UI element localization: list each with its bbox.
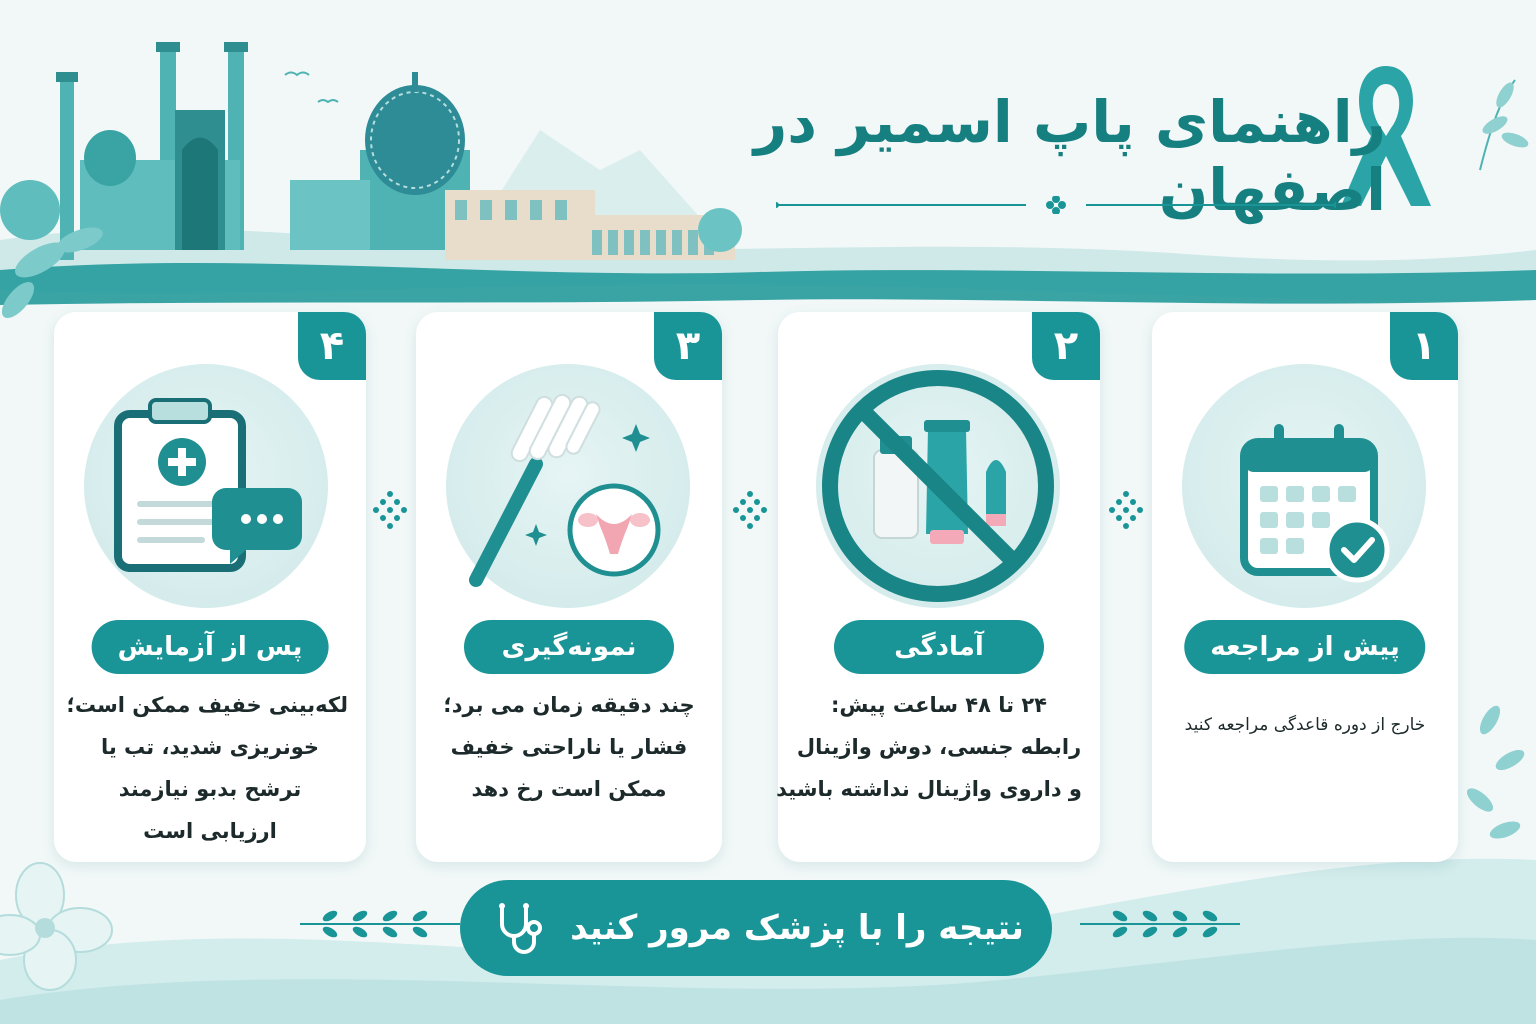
step-card-3	[416, 312, 722, 862]
step-title: پس از آزمایش	[92, 620, 329, 674]
step-description-line: ممکن است رخ دهد	[471, 777, 667, 801]
step-description-line: رابطه جنسی، دوش واژینال	[796, 735, 1082, 759]
step-description-line: خارج از دوره قاعدگی مراجعه کنید	[1184, 715, 1426, 735]
fern-decoration-icon	[1080, 904, 1240, 944]
step-number-badge: ۳	[654, 312, 722, 380]
step-card-4	[54, 312, 366, 862]
clipboard-chat-icon	[84, 364, 328, 608]
step-separator-icon	[732, 490, 768, 530]
step-description-line: لکه‌بینی خفیف ممکن است؛	[66, 693, 348, 717]
banner-text: نتیجه را با پزشک مرور کنید	[570, 908, 1024, 948]
step-description	[1170, 704, 1440, 746]
step-description	[66, 684, 348, 852]
step-description-line: ارزیابی است	[143, 819, 277, 843]
page-title: راهنمای پاپ اسمیر در اصفهان	[753, 88, 1386, 224]
step-separator-icon	[1108, 490, 1144, 530]
step-separator-icon	[372, 490, 408, 530]
step-description	[434, 684, 704, 810]
step-description-line: چند دقیقه زمان می برد؛	[443, 693, 695, 717]
step-number-badge: ۲	[1032, 312, 1100, 380]
step-description	[776, 684, 1082, 810]
no-products-icon	[816, 364, 1060, 608]
step-description-line: ترشح بدبو نیازمند	[118, 777, 302, 801]
fern-decoration-icon	[300, 904, 460, 944]
step-description-line: و داروی واژینال نداشته باشید	[776, 777, 1082, 801]
step-number-badge: ۴	[298, 312, 366, 380]
step-card-1	[1152, 312, 1458, 862]
step-description-line: خونریزی شدید، تب یا	[100, 735, 320, 759]
step-title: پیش از مراجعه	[1184, 620, 1425, 674]
step-description-line: فشار یا ناراحتی خفیف	[450, 735, 688, 759]
calendar-check-icon	[1182, 364, 1426, 608]
review-result-banner	[460, 880, 1052, 976]
step-number-badge: ۱	[1390, 312, 1458, 380]
stethoscope-icon	[488, 898, 548, 958]
title-divider	[776, 196, 1336, 214]
step-description-line: ۲۴ تا ۴۸ ساعت پیش:	[831, 693, 1047, 717]
step-card-2	[778, 312, 1100, 862]
step-title: نمونه‌گیری	[464, 620, 674, 674]
step-title: آمادگی	[834, 620, 1044, 674]
cervical-brush-icon	[446, 364, 690, 608]
